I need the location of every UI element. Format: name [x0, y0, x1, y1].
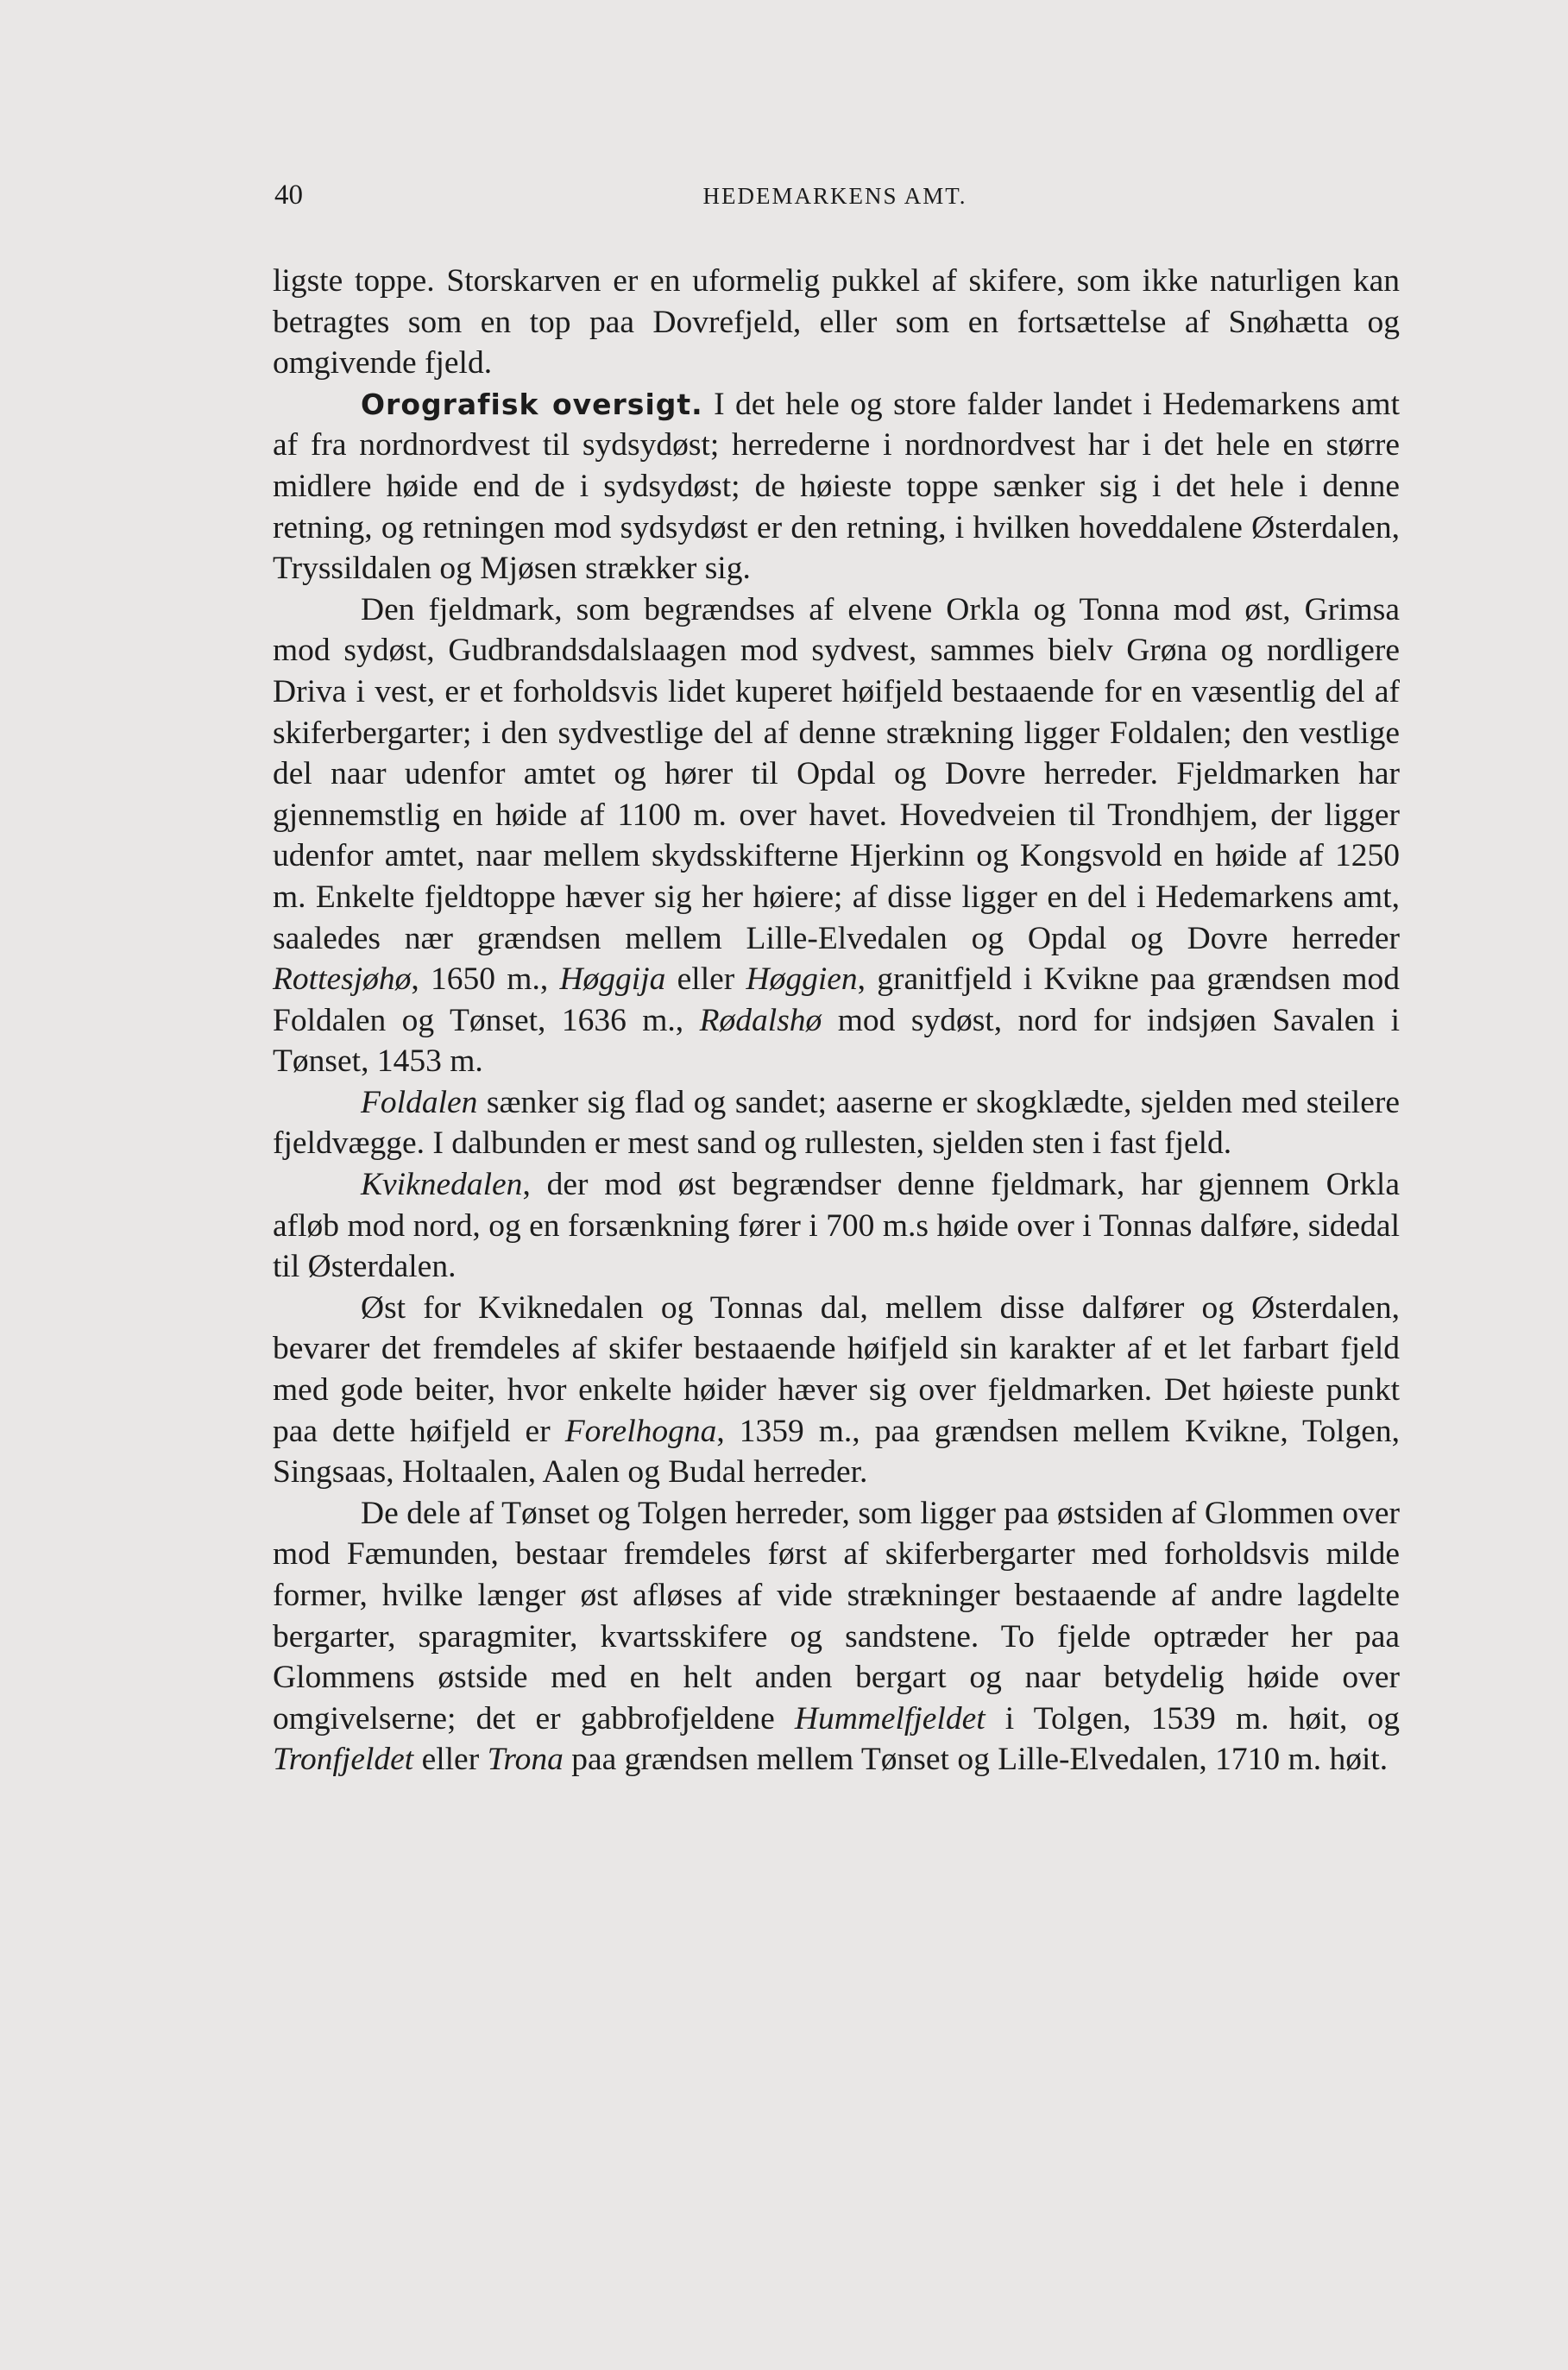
text-run: , der mod øst begrændser denne fjeldmark, har gjennem Orkla afløb mod nord, og en forsænkning fører i 700 m.s høide over i Tonnas dalføre, sidedal til Østerdalen.	[273, 1167, 1400, 1285]
text-run: , 1359 m., paa grændsen mellem Kvikne, Tolgen, Singsaas, Holtaalen, Aalen og Budal herreder.	[273, 1413, 1400, 1491]
italic-name: Rødalshø	[699, 1002, 822, 1038]
italic-name: Høggien	[746, 961, 858, 998]
italic-name: Hummelfjeldet	[794, 1700, 986, 1737]
section-sidehead: Orografisk oversigt.	[361, 387, 703, 421]
italic-name: Tronfjeldet	[273, 1742, 414, 1778]
running-head: HEDEMARKENS AMT.	[702, 183, 967, 209]
text-run: ligste toppe. Storskarven er en uformelig pukkel af skifere, som ikke naturligen kan betragtes som en top paa Dovrefjeld, eller som en fortsættelse af Snøhætta og omgivende fjeld.	[273, 263, 1400, 381]
italic-name: Trona	[487, 1742, 564, 1778]
body-text	[273, 261, 1400, 1781]
paragraph	[273, 1082, 1400, 1164]
text-run: eller	[665, 961, 746, 998]
text-run: Den fjeldmark, som begrændses af elvene Orkla og Tonna mod øst, Grimsa mod sydøst, Gudbrandsdalslaagen mod sydvest, sammes bielv Grøna og nordligere Driva i vest, er et forholdsvis lidet kuperet høifjeld bestaaende for en væsentlig del af skiferbergarter; i den sydvestlige del af denne strækning ligger Foldalen; den vestlige del naar udenfor amtet og hører til Opdal og Dovre herreder. Fjeldmarken har gjennemstlig en høide af 1100 m. over havet. Hovedveien til Trondhjem, der ligger udenfor amtet, naar mellem skydsskifterne Hjerkinn og Kongsvold en høide af 1250 m. Enkelte fjeldtoppe hæver sig her høiere; af disse ligger en del i Hedemarkens amt, saaledes nær grændsen mellem Lille-Elvedalen og Opdal og Dovre herreder	[273, 591, 1400, 956]
text-run: Øst for Kviknedalen og Tonnas dal, mellem disse dalfører og Østerdalen, bevarer det fremdeles af skifer bestaaende høifjeld sin karakter af et let farbart fjeld med gode beiter, hvor enkelte høider hæver sig over fjeldmarken. Det høieste punkt paa dette høifjeld er	[273, 1289, 1400, 1449]
page-number: 40	[274, 180, 303, 211]
page-header	[274, 180, 1395, 223]
italic-name: Kviknedalen	[361, 1167, 523, 1203]
text-run: , 1650 m.,	[411, 961, 560, 998]
text-run: eller	[413, 1742, 488, 1778]
paragraph	[273, 589, 1400, 1082]
text-run: I det hele og store falder landet i Hedemarkens amt af fra nordnordvest til sydsydøst; herrederne i nordnordvest har i det hele en større midlere høide end de i sydsydøst; de høieste toppe sænker sig i det hele i denne retning, og retningen mod sydsydøst er den retning, i hvilken hoveddalene Østerdalen, Tryssildalen og Mjøsen strækker sig.	[273, 386, 1400, 587]
paragraph	[273, 1288, 1400, 1493]
paragraph	[273, 1493, 1400, 1781]
italic-name: Rottesjøhø	[273, 961, 412, 998]
paragraph	[273, 1164, 1400, 1288]
text-run: sænker sig flad og sandet; aaserne er skogklædte, sjelden med steilere fjeldvægge. I dalbunden er mest sand og rullesten, sjelden sten i fast fjeld.	[273, 1084, 1400, 1162]
text-run: , granitfjeld i Kvikne paa grændsen mod Foldalen og Tønset, 1636 m.,	[273, 961, 1401, 1038]
text-run: i Tolgen, 1539 m. høit, og	[985, 1700, 1400, 1737]
italic-name: Høggija	[559, 961, 666, 998]
text-run: paa grændsen mellem Tønset og Lille-Elvedalen, 1710 m. høit.	[563, 1742, 1389, 1778]
text-run: De dele af Tønset og Tolgen herreder, som ligger paa østsiden af Glommen over mod Fæmunden, bestaar fremdeles først af skiferbergarter med forholdsvis milde former, hvilke længer øst afløses af vide strækninger bestaaende af andre lagdelte bergarter, sparagmiter, kvartsskifere og sandstene. To fjelde optræder her paa Glommens østside med en helt anden bergart og naar betydelig høide over omgivelserne; det er gabbrofjeldene	[273, 1495, 1400, 1737]
italic-name: Foldalen	[361, 1084, 478, 1120]
paragraph	[273, 261, 1400, 384]
italic-name: Forelhogna	[564, 1413, 717, 1449]
text-run: mod sydøst, nord for indsjøen Savalen i Tønset, 1453 m.	[273, 1002, 1400, 1080]
paragraph	[273, 384, 1400, 589]
